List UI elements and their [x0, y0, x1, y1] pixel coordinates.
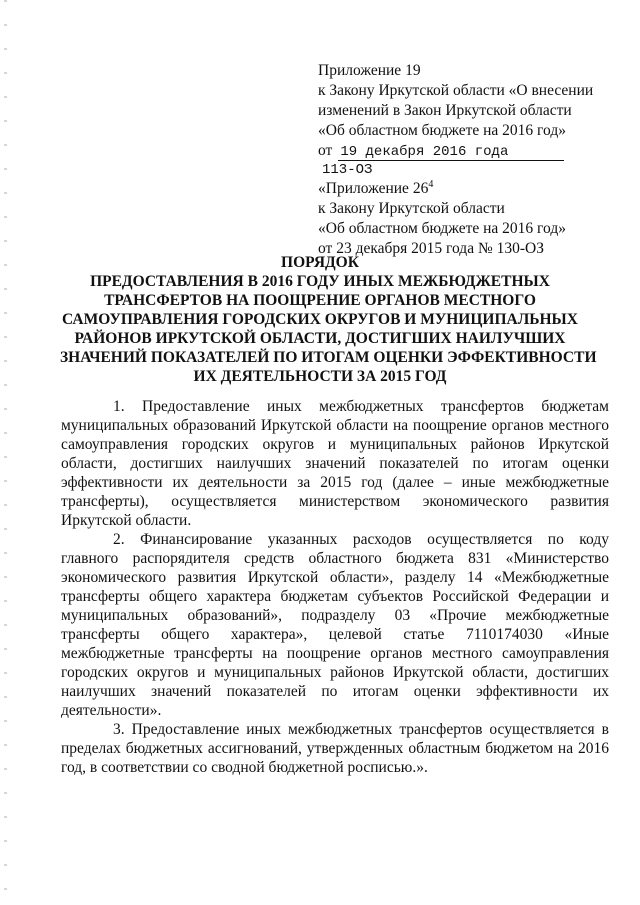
document-title [60, 253, 597, 386]
text-line: городских округов и муниципальных районов Иркутской области, достигших [61, 664, 609, 681]
text-line: 1. Предоставление иных межбюджетных трансфертов бюджетам [113, 398, 609, 415]
document-body [61, 397, 609, 777]
title-line: ИХ ДЕЯТЕЛЬНОСТИ ЗА 2015 ГОД [193, 368, 447, 385]
text-line: трансферты), осуществляется министерством экономического развития [61, 493, 609, 510]
text-line: наилучших значений показателей по итогам оценки эффективности их [61, 683, 609, 700]
text-line: трансферты общего характера бюджетам субъектов Российской Федерации и [61, 588, 609, 605]
text-line: экономического развития Иркутской области», разделу 14 «Межбюджетные [61, 569, 609, 586]
title-line: ПОРЯДОК [281, 254, 359, 271]
date-prefix: от [318, 142, 333, 159]
title-line: САМОУПРАВЛЕНИЯ ГОРОДСКИХ ОКРУГОВ И МУНИЦИПАЛЬНЫХ [62, 311, 578, 328]
text-line: муниципальных образований Иркутской области на поощрение органов местного [61, 417, 609, 434]
title-line: ТРАНСФЕРТОВ НА ПООЩРЕНИЕ ОРГАНОВ МЕСТНОГО [104, 292, 536, 309]
text-line: эффективности их деятельности за 2015 год (далее – иные межбюджетные [61, 474, 609, 491]
text-line: муниципальных образований», подразделу 03 «Прочие межбюджетные [61, 607, 609, 624]
appendix-number: Приложение 19 [318, 62, 421, 79]
text-line: главного распорядителя средств областного бюджета 831 «Министерство [61, 550, 609, 567]
appendix-superscript: 4 [428, 178, 434, 190]
paragraph-3 [61, 720, 609, 777]
paragraph-1 [61, 397, 609, 530]
text-line: деятельности». [61, 702, 162, 719]
title-line: ПРЕДОСТАВЛЕНИЯ В 2016 ГОДУ ИНЫХ МЕЖБЮДЖЕТНЫХ [90, 273, 550, 290]
previous-appendix-number: «Приложение $26^4$ [318, 178, 434, 197]
scan-edge-marks [4, 0, 7, 905]
previous-law-line: «Об областном бюджете на 2016 год» [318, 220, 566, 237]
text-line: год, в соответствии со сводной бюджетной росписью.». [61, 759, 428, 776]
law-reference-line: к Закону Иркутской области «О внесении [318, 82, 594, 99]
text-line: Иркутской области. [61, 512, 192, 529]
law-date-field: 19 декабря 2016 года [338, 144, 564, 161]
text-line: области, достигших наилучших значений показателей по итогам оценки [61, 455, 609, 472]
text-line: 2. Финансирование указанных расходов осуществляется по коду [113, 531, 609, 548]
text-line: самоуправления городских округов и муниципальных районов Иркутской [61, 436, 609, 453]
previous-law-line: от 23 декабря 2015 года № 130-ОЗ [318, 240, 544, 257]
law-date-row [318, 141, 618, 161]
text-line: межбюджетные трансферты на поощрение органов местного самоуправления [61, 645, 609, 662]
text-line: 3. Предоставление иных межбюджетных трансфертов осуществляется в [113, 721, 609, 738]
previous-law-line: к Закону Иркутской области [318, 200, 505, 217]
paragraph-2 [61, 530, 609, 720]
text-line: трансферты общего характера», целевой статье 7110174030 «Иные [61, 626, 609, 643]
title-line: ЗНАЧЕНИЙ ПОКАЗАТЕЛЕЙ ПО ИТОГАМ ОЦЕНКИ ЭФФЕКТИВНОСТИ [60, 349, 597, 366]
law-reference-line: «Об областном бюджете на 2016 год» [318, 122, 566, 139]
law-reference-line: изменений в Закон Иркутской области [318, 102, 572, 119]
text-line: пределах бюджетных ассигнований, утвержденных областным бюджетом на 2016 [61, 740, 609, 757]
appendix-header [318, 61, 618, 259]
title-line: РАЙОНОВ ИРКУТСКОЙ ОБЛАСТИ, ДОСТИГШИХ НАИЛУЧШИХ [74, 330, 566, 347]
law-number-field: 113-ОЗ [322, 162, 373, 178]
